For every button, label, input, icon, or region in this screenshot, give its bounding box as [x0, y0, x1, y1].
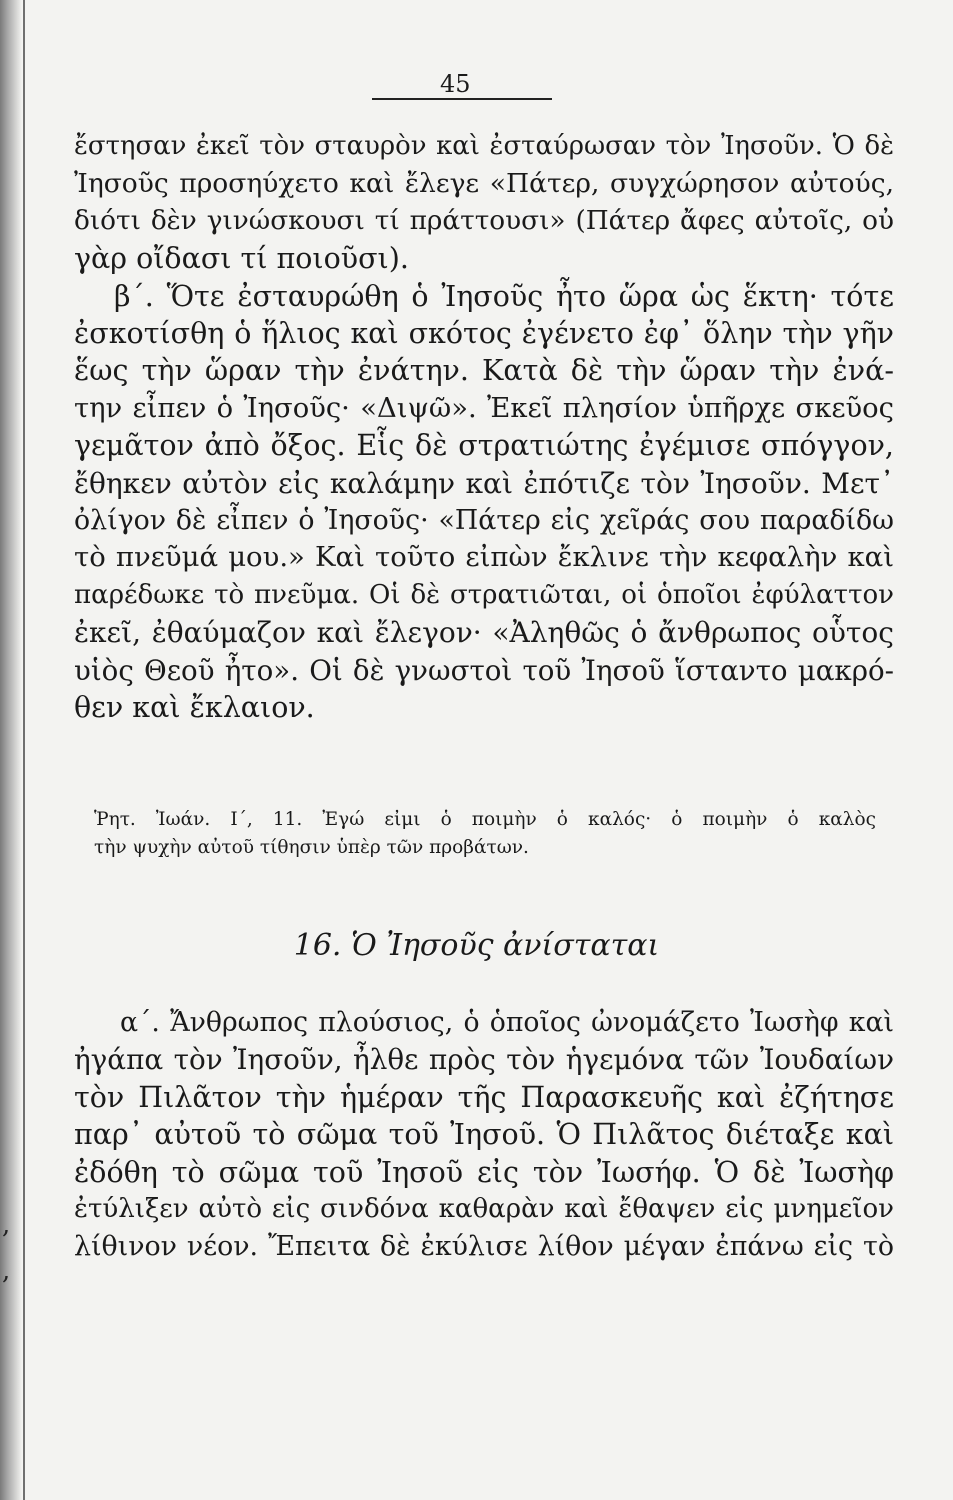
section-one-text [74, 128, 894, 727]
text-line: ἠγάπα τὸν Ἰησοῦν, ἦλθε πρὸς τὸν ἡγεμόνα τῶν Ἰουδαίων [74, 1043, 894, 1077]
page-number: 45 [440, 70, 471, 98]
text-line: α΄. Ἄνθρωπος πλούσιος, ὁ ὁποῖος ὠνομάζετο Ἰωσὴφ καὶ [120, 1007, 894, 1038]
text-line: ἔστησαν ἐκεῖ τὸν σταυρὸν καὶ ἐσταύρωσαν τὸν Ἰησοῦν. Ὁ δὲ [74, 131, 894, 161]
margin-mark: , [2, 1210, 11, 1240]
header-rule [372, 98, 552, 100]
text-line: τὸ πνεῦμά μου.» Καὶ τοῦτο εἰπὼν ἔκλινε τὴν κεφαλὴν καὶ [74, 541, 894, 574]
footnote-line: Ῥητ. Ἰωάν. Ι΄, 11. Ἐγώ εἰμι ὁ ποιμὴν ὁ καλός· ὁ ποιμὴν ὁ καλὸς [94, 809, 876, 830]
text-line: β΄. Ὅτε ἐσταυρώθη ὁ Ἰησοῦς ἦτο ὥρα ὡς ἕκτη· τότε [114, 279, 894, 313]
section-heading: 16. Ὁ Ἰησοῦς ἀνίσταται [293, 928, 660, 963]
text-line: παρ᾽ αὐτοῦ τὸ σῶμα τοῦ Ἰησοῦ. Ὁ Πιλᾶτος διέταξε καὶ [74, 1118, 894, 1152]
binding-edge [23, 0, 25, 1500]
text-line: γὰρ οἴδασι τί ποιοῦσι). [74, 242, 409, 276]
text-line: ἕως τὴν ὥραν τὴν ἐνάτην. Κατὰ δὲ τὴν ὥραν τὴν ἐνά- [74, 354, 894, 388]
margin-marks [2, 0, 18, 1500]
text-line: παρέδωκε τὸ πνεῦμα. Οἱ δὲ στρατιῶται, οἱ ὁποῖοι ἐφύλαττον [74, 579, 894, 610]
text-line: ἔθηκεν αὐτὸν εἰς καλάμην καὶ ἐπότιζε τὸν Ἰησοῦν. Μετ᾽ [74, 466, 894, 500]
text-line: ἐτύλιξεν αὐτὸ εἰς σινδόνα καθαρὰν καὶ ἔθαψεν εἰς μνημεῖον [74, 1194, 894, 1225]
text-line: γεμᾶτον ἀπὸ ὄξος. Εἷς δὲ στρατιώτης ἐγέμισε σπόγγον, [74, 429, 894, 463]
text-line: ὀλίγον δὲ εἶπεν ὁ Ἰησοῦς· «Πάτερ εἰς χεῖράς σου παραδίδω [74, 505, 894, 537]
text-line: τὸν Πιλᾶτον τὴν ἡμέραν τῆς Παρασκευῆς καὶ ἐζήτησε [74, 1080, 894, 1114]
footnote [94, 806, 876, 862]
text-line: υἱὸς Θεοῦ ἦτο». Οἱ δὲ γνωστοὶ τοῦ Ἰησοῦ ἵσταντο μακρό- [74, 653, 894, 687]
text-line: την εἶπεν ὁ Ἰησοῦς· «Διψῶ». Ἐκεῖ πλησίον ὑπῆρχε σκεῦος [74, 392, 894, 424]
section-two-text [74, 1004, 894, 1266]
text-line: θεν καὶ ἔκλαιον. [74, 691, 315, 725]
text-line: λίθινον νέον. Ἔπειτα δὲ ἐκύλισε λίθον μέγαν ἐπάνω εἰς τὸ [74, 1231, 894, 1263]
text-line: Ἰησοῦς προσηύχετο καὶ ἔλεγε «Πάτερ, συγχώρησον αὐτούς, [74, 168, 894, 200]
margin-mark: , [2, 1256, 11, 1286]
footnote-line: τὴν ψυχὴν αὐτοῦ τίθησιν ὑπὲρ τῶν προβάτων. [94, 837, 529, 858]
text-line: ἐδόθη τὸ σῶμα τοῦ Ἰησοῦ εἰς τὸν Ἰωσήφ. Ὁ δὲ Ἰωσὴφ [74, 1155, 894, 1189]
text-line: ἐσκοτίσθη ὁ ἥλιος καὶ σκότος ἐγένετο ἐφ᾽ ὅλην τὴν γῆν [74, 317, 894, 351]
text-line: ἐκεῖ, ἐθαύμαζον καὶ ἔλεγον· «Ἀληθῶς ὁ ἄνθρωπος οὗτος [74, 616, 894, 650]
text-line: διότι δὲν γινώσκουσι τί πράττουσι» (Πάτερ ἄφες αὐτοῖς, οὐ [74, 205, 894, 236]
